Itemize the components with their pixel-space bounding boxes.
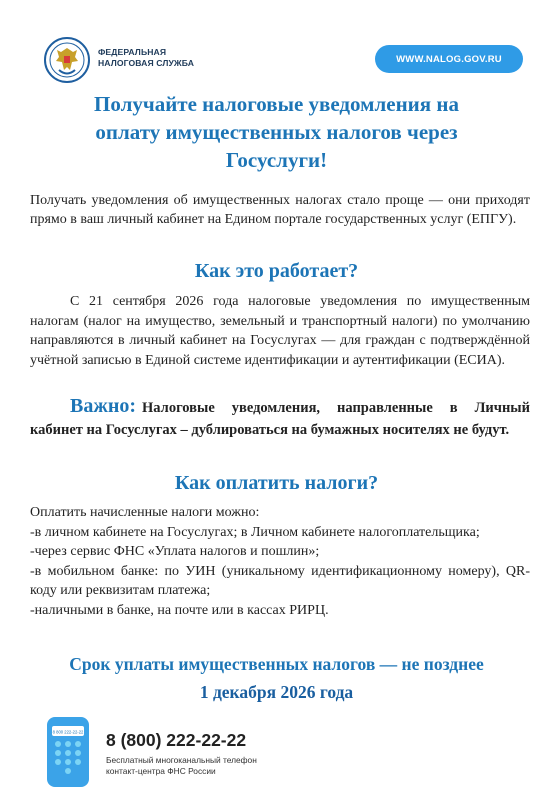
page-title bbox=[30, 90, 523, 174]
fns-emblem-icon bbox=[44, 37, 90, 83]
title-line2: оплату имущественных налогов через bbox=[95, 120, 458, 144]
org-name-line1: ФЕДЕРАЛЬНАЯ bbox=[98, 47, 167, 57]
org-name bbox=[98, 47, 194, 69]
org-name-line2: НАЛОГОВАЯ СЛУЖБА bbox=[98, 58, 195, 68]
hotline-description bbox=[106, 755, 306, 777]
important-text: Налоговые уведомления, направленные в Личный кабинет на Госуслугах – дублироваться на бумажных носителях не будут. bbox=[30, 400, 530, 438]
how-to-pay-heading: Как оплатить налоги? bbox=[174, 472, 379, 494]
payment-intro: Оплатить начисленные налоги можно: bbox=[30, 505, 260, 520]
important-note bbox=[30, 395, 530, 441]
phone-screen-number: 8 800 222-22-22 bbox=[52, 729, 84, 735]
intro-paragraph: Получать уведомления об имущественных налогах стало проще — они приходят прямо в ваш личный кабинет на Едином портале государственных услуг (ЕПГУ). bbox=[30, 193, 530, 227]
hotline-phone[interactable]: 8 (800) 222-22-22 bbox=[106, 730, 247, 750]
list-item: -в мобильном банке: по УИН (уникальному идентификационному номеру), QR-коду или реквизитам платежа; bbox=[30, 563, 530, 598]
list-item: -в личном кабинете на Госуслугах; в Личном кабинете налогоплательщика; bbox=[30, 524, 480, 540]
hotline-desc-line2: контакт-центра ФНС России bbox=[106, 766, 216, 776]
how-it-works-paragraph: С 21 сентября 2026 года налоговые уведомления по имущественным налогам (налог на имущество, земельный и транспортный налоги) по умолчанию направляются в личный кабинет на Госуслугах — для граждан с подтверждённой учётной записью в Единой системе идентификации и аутентификации (ЕСИА). bbox=[30, 294, 530, 368]
hotline-desc-line1: Бесплатный многоканальный телефон bbox=[106, 755, 257, 765]
title-line3: Госуслуги! bbox=[225, 148, 328, 172]
important-label: Важно: bbox=[70, 395, 137, 417]
list-item: -через сервис ФНС «Уплата налогов и пошлин»; bbox=[30, 544, 320, 559]
how-it-works-heading: Как это работает? bbox=[194, 260, 359, 282]
header bbox=[0, 0, 553, 90]
deadline-line1: Срок уплаты имущественных налогов — не позднее bbox=[69, 654, 484, 674]
payment-methods-list bbox=[30, 503, 530, 620]
website-link-button[interactable]: WWW.NALOG.GOV.RU bbox=[375, 45, 523, 73]
title-line1: Получайте налоговые уведомления на bbox=[94, 92, 459, 116]
deadline-date: 1 декабря 2026 года bbox=[199, 682, 354, 702]
list-item: -наличными в банке, на почте или в кассах РИРЦ. bbox=[30, 602, 329, 618]
mobile-phone-icon bbox=[46, 716, 90, 788]
deadline-notice bbox=[0, 650, 553, 706]
